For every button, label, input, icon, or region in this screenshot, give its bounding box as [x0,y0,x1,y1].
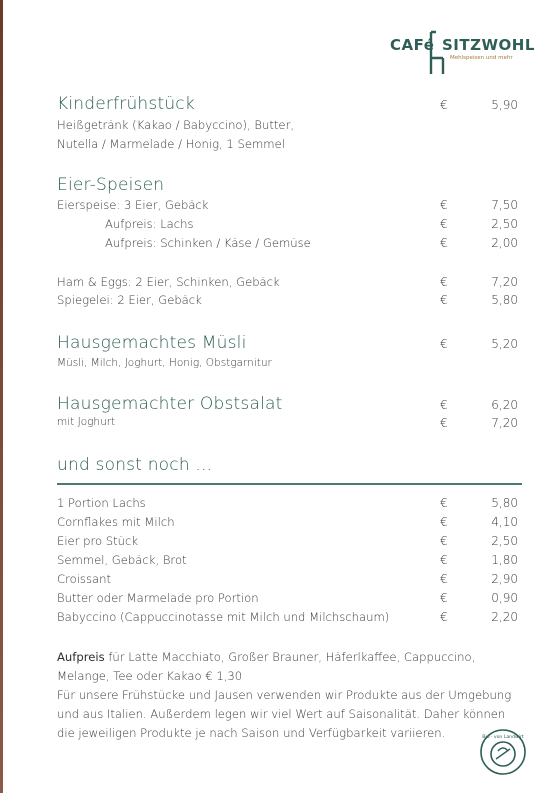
menu-item-price: 2,20 [491,610,518,624]
menu-item-label: 1 Portion Lachs [57,496,146,510]
menu-item-price: 5,80 [491,496,518,510]
menu-item-label: Semmel, Gebäck, Brot [57,553,187,567]
menu-item-price: 2,90 [491,572,518,586]
menu-item-price: 5,80 [491,293,518,307]
menu-item-price: 1,80 [491,553,518,567]
page-left-edge [0,0,3,793]
footnotes [57,648,527,743]
currency-symbol: € [440,236,448,250]
desc-muesli: Müsli, Milch, Joghurt, Honig, Obstgarnitur [57,357,272,369]
currency-symbol: € [440,293,448,307]
note-aufpreis-text: für Latte Macchiato, Großer Brauner, Häferlkaffee, Cappuccino, [104,650,476,664]
currency-symbol: € [440,337,448,351]
desc-kinderfruehstueck-2: Nutella / Marmelade / Honig, 1 Semmel [57,137,285,151]
stamp-text: Bio · von Landwirt [482,735,524,740]
note-aufpreis [57,648,527,667]
cafe-logo [390,28,535,76]
menu-item-price: 2,50 [491,534,518,548]
note-line3: Für unsere Frühstücke und Jausen verwenden wir Produkte aus der Umgebung [57,688,512,702]
note-line4: und aus Italien. Außerdem legen wir viel Wert auf Saisonalität. Daher können [57,707,506,721]
menu-item-price: 4,10 [491,515,518,529]
menu-item-label: Cornflakes mit Milch [57,515,175,529]
currency-symbol: € [440,496,448,510]
note-aufpreis-line2: Melange, Tee oder Kakao € 1,30 [57,669,243,683]
currency-symbol: € [440,275,448,289]
price-obstsalat-joghurt: 7,20 [491,416,518,430]
menu-item-label: Aufpreis: Lachs [105,217,194,231]
menu-item-label: Croissant [57,572,112,586]
menu-item-label: Aufpreis: Schinken / Käse / Gemüse [105,236,311,250]
currency-symbol: € [440,416,448,430]
logo-word-sitzwohl: SITZWOHL [442,36,535,54]
regional-stamp-icon [478,727,528,777]
price-kinderfruehstueck: 5,90 [491,98,518,112]
logo-tagline: Mehlspeisen und mehr [450,55,513,61]
currency-symbol: € [440,610,448,624]
price-obstsalat: 6,20 [491,398,518,412]
currency-symbol: € [440,198,448,212]
currency-symbol: € [440,572,448,586]
section-title-muesli: Hausgemachtes Müsli [57,333,247,353]
menu-item-price: 0,90 [491,591,518,605]
currency-symbol: € [440,534,448,548]
menu-item-label: Babyccino (Cappuccinotasse mit Milch und Milchschaum) [57,610,390,624]
note-line5: die jeweiligen Produkte je nach Saison und Verfügbarkeit variieren. [57,726,446,740]
section-title-obstsalat: Hausgemachter Obstsalat [57,394,283,414]
price-muesli: 5,20 [491,337,518,351]
currency-symbol: € [440,515,448,529]
section-divider [57,483,522,485]
menu-item-label: Ham & Eggs: 2 Eier, Schinken, Gebäck [57,275,280,289]
menu-item-label: Eierspeise: 3 Eier, Gebäck [57,198,209,212]
menu-item-price: 7,20 [491,275,518,289]
menu-item-label: Butter oder Marmelade pro Portion [57,591,259,605]
currency-symbol: € [440,398,448,412]
currency-symbol: € [440,217,448,231]
currency-symbol: € [440,591,448,605]
menu-item-label: Spiegelei: 2 Eier, Gebäck [57,293,202,307]
section-title-eier-speisen: Eier-Speisen [57,175,165,195]
currency-symbol: € [440,98,448,112]
menu-item-price: 7,50 [491,198,518,212]
menu-item-label: Eier pro Stück [57,534,139,548]
menu-item-price: 2,00 [491,236,518,250]
section-title-und-sonst-noch: und sonst noch ... [57,455,213,475]
desc-obstsalat: mit Joghurt [57,416,116,428]
menu-item-price: 2,50 [491,217,518,231]
logo-word-cafe: CAFé [390,36,435,54]
section-title-kinderfruehstueck: Kinderfrühstück [57,94,195,114]
note-aufpreis-label: Aufpreis [57,650,105,664]
currency-symbol: € [440,553,448,567]
desc-kinderfruehstueck-1: Heißgetränk (Kakao / Babyccino), Butter, [57,118,295,132]
